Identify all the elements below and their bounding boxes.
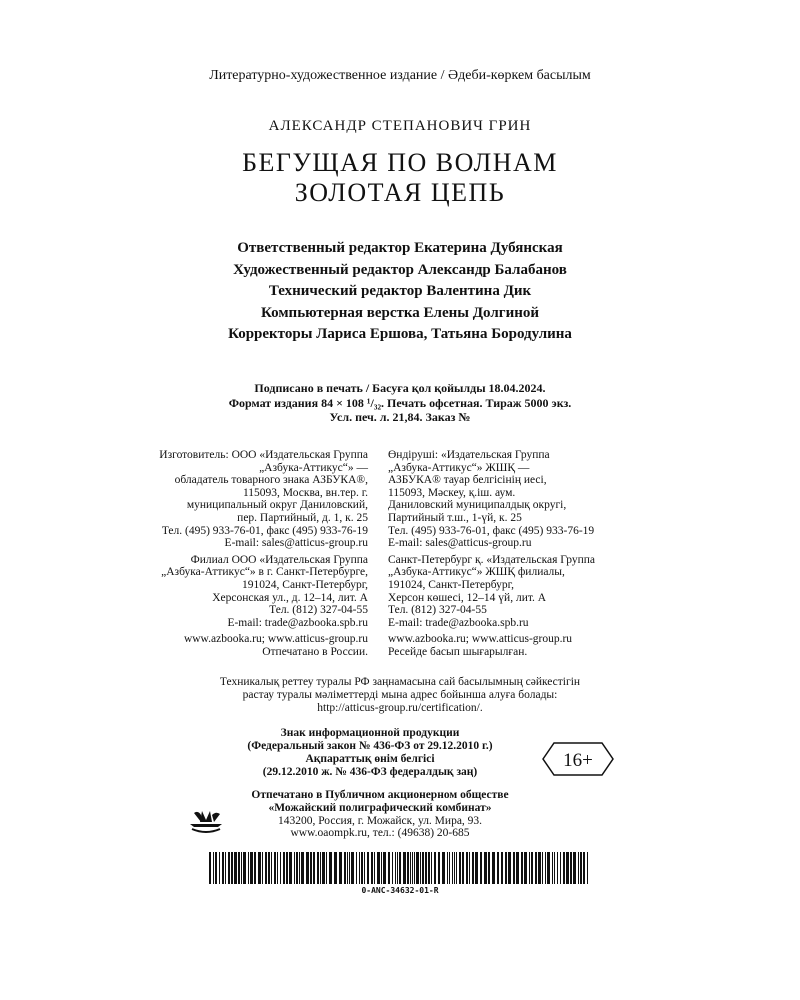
info-line: „Азбука-Аттикус“» в г. Санкт-Петербурге, xyxy=(161,566,368,579)
barcode-number: 0-ANC-34632-01-R xyxy=(361,886,439,895)
barcode-bar xyxy=(501,852,503,884)
manufacturer-block xyxy=(388,449,688,550)
info-line: 115093, Москва, вн.тер. г. xyxy=(242,486,368,499)
barcode-bar xyxy=(420,852,421,884)
barcode-bar xyxy=(414,852,415,884)
barcode-bar xyxy=(238,852,240,884)
barcode-bar xyxy=(254,852,256,884)
barcode-bar xyxy=(231,852,233,884)
barcode-bar xyxy=(545,852,546,884)
barcode-bar xyxy=(462,852,464,884)
certification-info xyxy=(0,676,800,715)
barcode-bar xyxy=(410,852,411,884)
info-line: „Азбука-Аттикус“» ЖШҚ — xyxy=(388,461,530,474)
info-line: Ресейде басып шығарылған. xyxy=(388,645,528,658)
barcode-bar xyxy=(560,852,561,884)
barcode-bar xyxy=(248,852,249,884)
barcode-bar xyxy=(480,852,482,884)
barcode-bar xyxy=(344,852,346,884)
barcode-bar xyxy=(351,852,354,884)
barcode-bar xyxy=(294,852,295,884)
barcode-bar xyxy=(407,852,409,884)
barcode-bar xyxy=(326,852,327,884)
certification-line: Техникалық реттеу туралы РФ заңнамасына сай басылымның сәйкестігін xyxy=(219,676,581,688)
barcode xyxy=(209,852,591,884)
author-name: АЛЕКСАНДР СТЕПАНОВИЧ ГРИН xyxy=(268,118,532,134)
barcode-bar xyxy=(497,852,499,884)
barcode-bar xyxy=(265,852,267,884)
barcode-bar xyxy=(228,852,230,884)
barcode-bar xyxy=(547,852,550,884)
barcode-bar xyxy=(587,852,588,884)
credit-line: Компьютерная верстка Елены Долгиной xyxy=(260,304,540,321)
barcode-bar xyxy=(361,852,363,884)
barcode-bar xyxy=(329,852,332,884)
barcode-bar xyxy=(283,852,285,884)
barcode-bar xyxy=(412,852,413,884)
barcode-bar xyxy=(442,852,445,884)
barcode-bar xyxy=(403,852,406,884)
info-line: www.azbooka.ru; www.atticus-group.ru xyxy=(183,633,368,646)
barcode-bar xyxy=(359,852,360,884)
barcode-bar xyxy=(296,852,298,884)
barcode-bar xyxy=(521,852,523,884)
sign-line: (29.12.2010 ж. № 436-ФЗ федералдық заң) xyxy=(262,766,478,778)
barcode-bar xyxy=(367,852,369,884)
credit-line: Корректоры Лариса Ершова, Татьяна Бородулина xyxy=(228,326,572,342)
barcode-bar xyxy=(271,852,272,884)
barcode-bar xyxy=(219,852,220,884)
barcode-bar xyxy=(505,852,507,884)
barcode-bar xyxy=(364,852,365,884)
barcode-bar xyxy=(513,852,515,884)
barcode-bar xyxy=(243,852,246,884)
branch-block xyxy=(68,554,368,630)
info-line: www.azbooka.ru; www.atticus-group.ru xyxy=(388,633,573,646)
barcode-bar xyxy=(250,852,253,884)
barcode-bar xyxy=(377,852,380,884)
info-line: Партийный т.ш., 1-үй, к. 25 xyxy=(388,511,522,524)
printer-line: www.oaompk.ru, тел.: (49638) 20-685 xyxy=(290,827,470,840)
email-line: E-mail: trade@azbooka.spb.ru xyxy=(227,616,368,629)
book-title-2: ЗОЛОТАЯ ЦЕПЬ xyxy=(294,178,506,207)
barcode-bar xyxy=(580,852,582,884)
email-line: E-mail: sales@atticus-group.ru xyxy=(224,537,368,550)
barcode-bar xyxy=(388,852,390,884)
barcode-bar xyxy=(425,852,427,884)
barcode-bar xyxy=(277,852,278,884)
barcode-bar xyxy=(339,852,342,884)
credit-line: Технический редактор Валентина Дик xyxy=(268,283,532,299)
info-line: обладатель товарного знака АЗБУКА®, xyxy=(174,474,368,487)
barcode-bar xyxy=(286,852,288,884)
barcode-bar xyxy=(317,852,319,884)
info-line: Херсонская ул., д. 12–14, лит. А xyxy=(212,591,368,604)
barcode-bar xyxy=(447,852,448,884)
barcode-bar xyxy=(535,852,537,884)
info-line: 191024, Санкт-Петербург, xyxy=(388,578,514,591)
manufacturer-block xyxy=(68,449,368,550)
info-product-sign xyxy=(200,727,540,779)
printer-line: Отпечатано в Публичном акционерном обществе xyxy=(251,789,509,801)
barcode-bar xyxy=(222,852,224,884)
barcode-bar xyxy=(516,852,519,884)
print-info-line: Подписано в печать / Басуға қол қойылды 18.04.2024. xyxy=(254,381,546,395)
info-line: 115093, Мәскеу, қ.іш. аум. xyxy=(388,486,516,499)
info-line: Даниловский муниципалдық округі, xyxy=(388,499,567,512)
branch-block xyxy=(388,554,688,630)
barcode-bar xyxy=(289,852,292,884)
print-info-line: Формат издания 84 × 108 ¹/₃₂. Печать офсетная. Тираж 5000 экз. xyxy=(228,395,572,410)
email-line: E-mail: sales@atticus-group.ru xyxy=(388,537,532,550)
info-line: Тел. (812) 327-04-55 xyxy=(269,604,368,617)
barcode-bar xyxy=(313,852,315,884)
barcode-bar xyxy=(274,852,276,884)
certification-link: http://atticus-group.ru/certification/. xyxy=(317,702,483,714)
barcode-bar xyxy=(583,852,585,884)
credit-line: Художественный редактор Александр Балабанов xyxy=(233,261,567,278)
web-block xyxy=(68,633,368,658)
sign-line: Ақпараттық өнім белгісі xyxy=(305,753,435,765)
info-line: Тел. (495) 933-76-01, факс (495) 933-76-19 xyxy=(161,524,368,537)
barcode-bar xyxy=(570,852,572,884)
barcode-bar xyxy=(529,852,530,884)
info-line: АЗБУКА® тауар белгісінің иесі, xyxy=(388,474,547,487)
barcode-bar xyxy=(449,852,450,884)
age-rating-label: 16+ xyxy=(563,750,593,771)
barcode-bar xyxy=(554,852,555,884)
barcode-bar xyxy=(392,852,393,884)
printer-info xyxy=(180,789,580,840)
barcode-bar xyxy=(215,852,217,884)
info-line: муниципальный округ Даниловский, xyxy=(186,499,368,512)
barcode-bar xyxy=(258,852,261,884)
barcode-bar xyxy=(475,852,478,884)
barcode-bar xyxy=(416,852,419,884)
barcode-bar xyxy=(466,852,468,884)
barcode-bar xyxy=(334,852,337,884)
barcode-bar xyxy=(434,852,436,884)
barcode-bar xyxy=(538,852,541,884)
barcode-bar xyxy=(492,852,495,884)
barcode-bar xyxy=(383,852,386,884)
printer-line: 143200, Россия, г. Можайск, ул. Мира, 93. xyxy=(277,814,483,827)
barcode-bar xyxy=(225,852,226,884)
email-line: E-mail: trade@azbooka.spb.ru xyxy=(388,616,529,629)
edition-line: Литературно-художественное издание / Әдеби-көркем басылым xyxy=(209,68,591,83)
info-line: Филиал ООО «Издательская Группа xyxy=(190,553,368,566)
barcode-bar xyxy=(399,852,401,884)
barcode-bar xyxy=(371,852,373,884)
publisher-info-kazakh xyxy=(388,449,688,663)
info-line: Тел. (812) 327-04-55 xyxy=(388,604,487,617)
barcode-bar xyxy=(563,852,565,884)
info-line: Санкт-Петербург қ. «Издательская Группа xyxy=(388,553,595,566)
barcode-bar xyxy=(573,852,576,884)
barcode-bar xyxy=(472,852,474,884)
barcode-bar xyxy=(524,852,527,884)
barcode-bar xyxy=(374,852,375,884)
printer-line: «Можайский полиграфический комбинат» xyxy=(268,801,492,814)
barcode-bar xyxy=(469,852,470,884)
publisher-info-russian xyxy=(68,449,368,663)
book-title-1: БЕГУЩАЯ ПО ВОЛНАМ xyxy=(242,148,558,177)
info-line: 191024, Санкт-Петербург, xyxy=(242,578,368,591)
certification-line: растау туралы мәліметтерді мына адрес бойынша алуға болады: xyxy=(242,689,558,701)
barcode-bar xyxy=(422,852,424,884)
info-line: „Азбука-Аттикус“» — xyxy=(259,461,368,474)
barcode-bar xyxy=(299,852,300,884)
barcode-bar xyxy=(320,852,321,884)
print-info xyxy=(0,381,800,425)
barcode-bar xyxy=(397,852,398,884)
barcode-bar xyxy=(349,852,350,884)
barcode-bar xyxy=(566,852,569,884)
barcode-bar xyxy=(452,852,453,884)
barcode-bar xyxy=(213,852,214,884)
info-line: Херсон көшесі, 12–14 үй, лит. А xyxy=(388,591,547,604)
barcode-bar xyxy=(280,852,281,884)
web-block xyxy=(388,633,688,658)
info-line: Изготовитель: ООО «Издательская Группа xyxy=(159,449,368,461)
info-line: Тел. (495) 933-76-01, факс (495) 933-76-19 xyxy=(388,524,595,537)
barcode-bar xyxy=(395,852,396,884)
info-line: пер. Партийный, д. 1, к. 25 xyxy=(237,511,368,524)
barcode-bar xyxy=(578,852,579,884)
barcode-bar xyxy=(484,852,487,884)
barcode-bar xyxy=(557,852,558,884)
credit-line: Ответственный редактор Екатерина Дубянская xyxy=(237,240,563,256)
barcode-bar xyxy=(234,852,237,884)
barcode-bar xyxy=(428,852,430,884)
barcode-bar xyxy=(454,852,455,884)
barcode-bar xyxy=(531,852,533,884)
sign-line: (Федеральный закон № 436-ФЗ от 29.12.2010 г.) xyxy=(247,740,493,752)
sign-line: Знак информационной продукции xyxy=(280,727,460,739)
barcode-bar xyxy=(438,852,440,884)
credits-block xyxy=(0,238,800,346)
barcode-bar xyxy=(262,852,263,884)
age-rating-badge xyxy=(540,741,616,777)
info-line: Өндіруші: «Издательская Группа xyxy=(388,449,550,461)
barcode-bar xyxy=(268,852,270,884)
barcode-bar xyxy=(310,852,312,884)
barcode-bar xyxy=(347,852,348,884)
barcode-bar xyxy=(381,852,382,884)
barcode-bar xyxy=(542,852,543,884)
info-line: „Азбука-Аттикус“» ЖШҚ филиалы, xyxy=(388,566,565,579)
barcode-bar xyxy=(306,852,309,884)
barcode-bar xyxy=(241,852,242,884)
barcode-bar xyxy=(431,852,432,884)
print-info-line: Усл. печ. л. 21,84. Заказ № xyxy=(329,410,471,424)
barcode-bar xyxy=(508,852,511,884)
barcode-bar xyxy=(459,852,461,884)
info-line: Отпечатано в России. xyxy=(262,645,368,658)
barcode-bar xyxy=(301,852,304,884)
barcode-bar xyxy=(456,852,457,884)
barcode-bar xyxy=(488,852,490,884)
barcode-bar xyxy=(322,852,325,884)
barcode-bar xyxy=(209,852,211,884)
barcode-bar xyxy=(552,852,553,884)
barcode-bar xyxy=(356,852,357,884)
